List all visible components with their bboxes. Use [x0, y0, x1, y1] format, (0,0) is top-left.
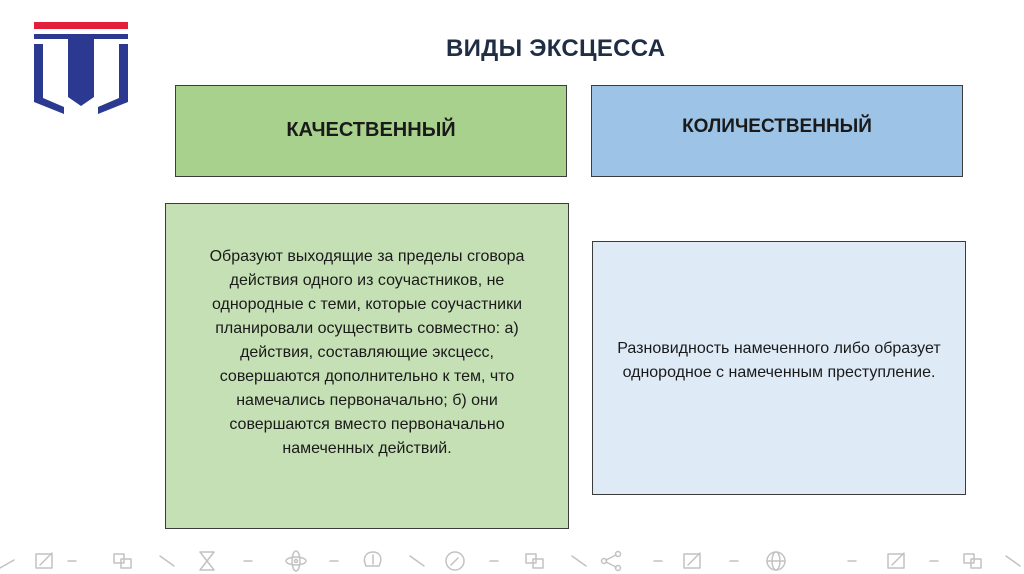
- translate-icon: [964, 554, 981, 568]
- translate-icon: [526, 554, 543, 568]
- university-logo: [34, 22, 128, 114]
- slide-title: ВИДЫ ЭКСЦЕССА: [446, 35, 666, 62]
- quantitative-description-box: [592, 241, 966, 495]
- edit-icon: [36, 553, 52, 568]
- qualitative-description-text: Образуют выходящие за пределы сговора действия одного из соучастников, не однородные с теми, которые соучастники планировали осуществить совместно: а) действия, составляющие эксцесс, совершаются дополнительно к тем, что намечались первоначально; б) они совершаются вместо первоначально намеченных действий.: [209, 248, 525, 457]
- atom-icon: [286, 551, 306, 571]
- slash-icon: [0, 560, 14, 568]
- logo-center-stem: [34, 34, 128, 106]
- logo-right-wing: [98, 44, 128, 114]
- slash-icon: [572, 556, 586, 566]
- qualitative-header-label: КАЧЕСТВЕННЫЙ: [286, 118, 456, 141]
- qualitative-header-box: [175, 85, 567, 177]
- quantitative-description-text: Разновидность намеченного либо образует однородное с намеченным преступление.: [617, 340, 941, 381]
- logo-left-wing: [34, 44, 64, 114]
- slash-icon: [1006, 556, 1020, 566]
- share-icon: [602, 552, 621, 571]
- translate-icon: [114, 554, 131, 568]
- qualitative-description-box: [165, 203, 569, 529]
- globe-icon: [767, 552, 785, 570]
- edit-icon: [684, 553, 700, 568]
- logo-red-bar: [34, 22, 128, 29]
- slash-icon: [160, 556, 174, 566]
- compass-icon: [446, 552, 464, 570]
- slash-icon: [410, 556, 424, 566]
- edit-icon: [888, 553, 904, 568]
- hourglass-icon: [200, 552, 214, 570]
- brain-icon: [364, 552, 380, 566]
- quantitative-header-label: КОЛИЧЕСТВЕННЫЙ: [682, 116, 872, 137]
- quantitative-header-box: [591, 85, 963, 177]
- footer-icon-strip: [0, 546, 1024, 574]
